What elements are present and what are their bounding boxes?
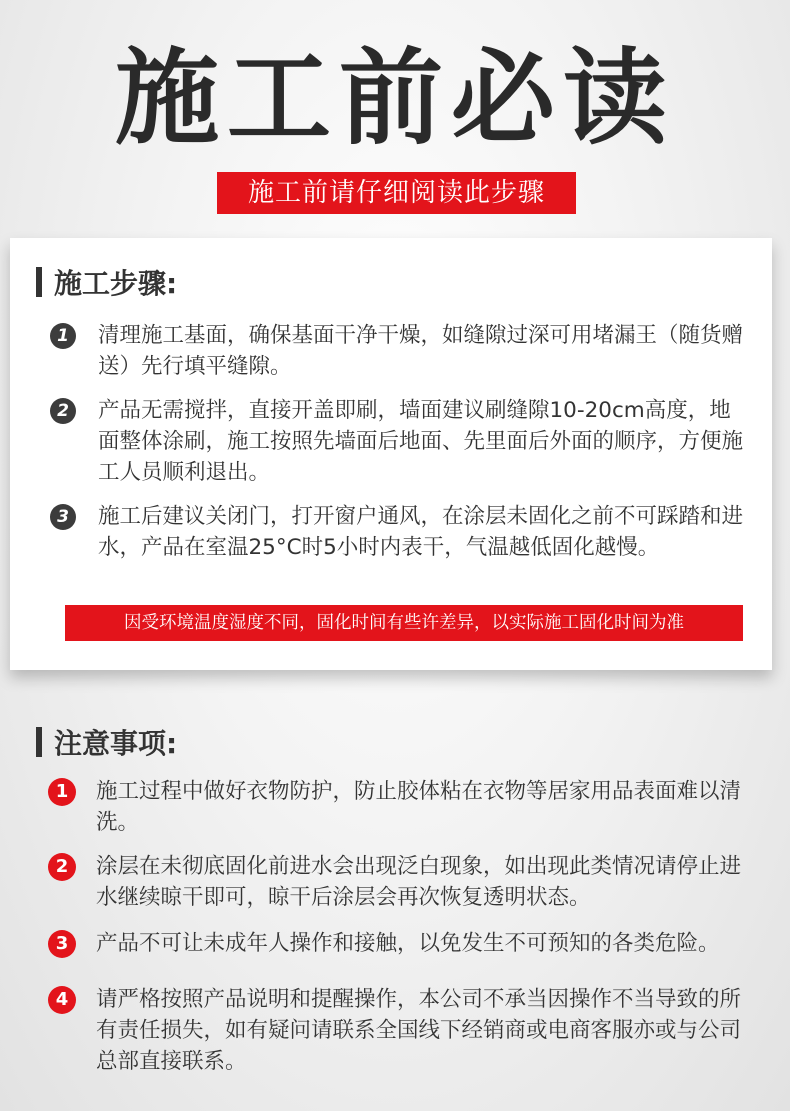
step-item (50, 320, 750, 382)
note-number-icon: 4 (48, 986, 76, 1014)
note-number-icon: 1 (48, 778, 76, 806)
step-text: 清理施工基面，确保基面干净干燥，如缝隙过深可用堵漏王（随货赠送）先行填平缝隙。 (98, 323, 744, 379)
note-item (48, 984, 758, 1077)
curing-notice-badge: 因受环境温度湿度不同，固化时间有些许差异，以实际施工固化时间为准 (65, 605, 743, 641)
step-number-icon: 1 (50, 323, 76, 349)
note-item (48, 928, 758, 959)
heading-bar (36, 727, 42, 757)
step-item (50, 395, 750, 488)
note-item (48, 776, 758, 838)
note-text: 施工过程中做好衣物防护，防止胶体粘在衣物等居家用品表面难以清洗。 (96, 779, 742, 835)
note-item (48, 851, 758, 913)
notes-heading-label: 注意事项: (54, 727, 178, 760)
page-title: 施工前必读 (114, 37, 675, 159)
step-item (50, 501, 750, 563)
heading-bar (36, 267, 42, 297)
step-number-icon: 3 (50, 504, 76, 530)
steps-card (10, 238, 772, 670)
notes-heading (36, 722, 177, 762)
note-number-icon: 2 (48, 853, 76, 881)
note-text: 产品不可让未成年人操作和接触，以免发生不可预知的各类危险。 (96, 931, 720, 956)
subtitle-badge: 施工前请仔细阅读此步骤 (217, 172, 576, 214)
note-number-icon: 3 (48, 930, 76, 958)
note-text: 请严格按照产品说明和提醒操作，本公司不承当因操作不当导致的所有责任损失，如有疑问请联系全国线下经销商或电商客服亦或与公司总部直接联系。 (96, 987, 742, 1074)
step-number-icon: 2 (50, 398, 76, 424)
step-text: 施工后建议关闭门，打开窗户通风，在涂层未固化之前不可踩踏和进水，产品在室温25°C时5小时内表干，气温越低固化越慢。 (98, 504, 744, 560)
note-text: 涂层在未彻底固化前进水会出现泛白现象，如出现此类情况请停止进水继续晾干即可，晾干后涂层会再次恢复透明状态。 (96, 854, 742, 910)
step-text: 产品无需搅拌，直接开盖即刷，墙面建议刷缝隙10-20cm高度，地面整体涂刷，施工按照先墙面后地面、先里面后外面的顺序，方便施工人员顺利退出。 (98, 398, 744, 485)
steps-heading (36, 262, 177, 302)
steps-heading-label: 施工步骤: (54, 267, 178, 300)
